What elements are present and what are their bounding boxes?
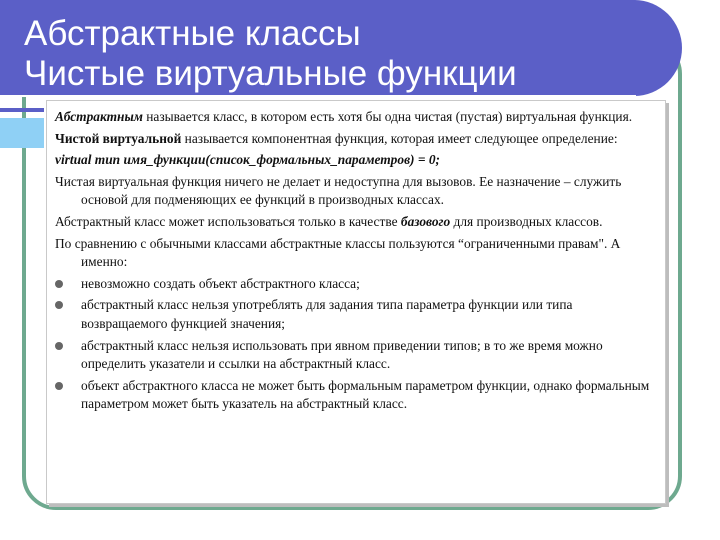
list-item-text: объект абстрактного класса не может быть формальным параметром функции, однако формальным параметром может быть указатель на абстрактный класс. (81, 377, 650, 412)
term-abstract: Абстрактным (55, 109, 143, 124)
list-item (55, 377, 655, 414)
paragraph-purpose: Чистая виртуальная функция ничего не делает и недоступна для вызовов. Ее назначение – служить основой для подменяющих ее функций в производных классах. (55, 173, 622, 208)
content-box (46, 100, 666, 504)
list-item-text: невозможно создать объект абстрактного класса; (81, 275, 360, 291)
code-syntax: virtual тип имя_функции(список_формальных_параметров) = 0; (55, 152, 440, 168)
list-item-text: абстрактный класс нельзя употреблять для задания типа параметра функции или типа возвращаемого функцией значения; (81, 297, 573, 331)
title-underline (0, 95, 636, 97)
paragraph-abstract-definition (55, 108, 655, 127)
paragraph-text: Абстрактный класс может использоваться только в качестве (55, 213, 401, 229)
bullet-icon (55, 342, 63, 350)
paragraph-pure-virtual-definition (55, 130, 655, 149)
list-item-text: абстрактный класс нельзя использовать при явном приведении типов; в то же время можно определить указатели и ссылки на абстрактный класс. (81, 337, 603, 372)
title-band (0, 0, 682, 96)
paragraph-text: называется компонентная функция, которая имеет следующее определение: (181, 130, 618, 146)
paragraph-text: называется класс, в котором есть хотя бы одна чистая (пустая) виртуальная функция. (142, 109, 633, 124)
paragraph-base-class (55, 213, 655, 232)
list-item (55, 337, 655, 374)
slide-title-line-2: Чистые виртуальные функции (24, 54, 517, 93)
paragraph-text: для производных классов. (450, 213, 603, 229)
slide-title-line-1: Абстрактные классы (24, 14, 361, 53)
term-pure-virtual: Чистой виртуальной (55, 130, 182, 146)
list-item (55, 296, 655, 333)
bullet-icon (55, 382, 63, 390)
accent-square (0, 118, 44, 148)
bullet-icon (55, 301, 63, 309)
paragraph-restrictions: По сравнению с обычными классами абстрактные классы пользуются “ограниченными правам". А именно: (55, 235, 621, 270)
list-item (55, 275, 655, 294)
bullet-icon (55, 280, 63, 288)
accent-bar (0, 108, 44, 112)
term-base: базового (400, 213, 451, 229)
